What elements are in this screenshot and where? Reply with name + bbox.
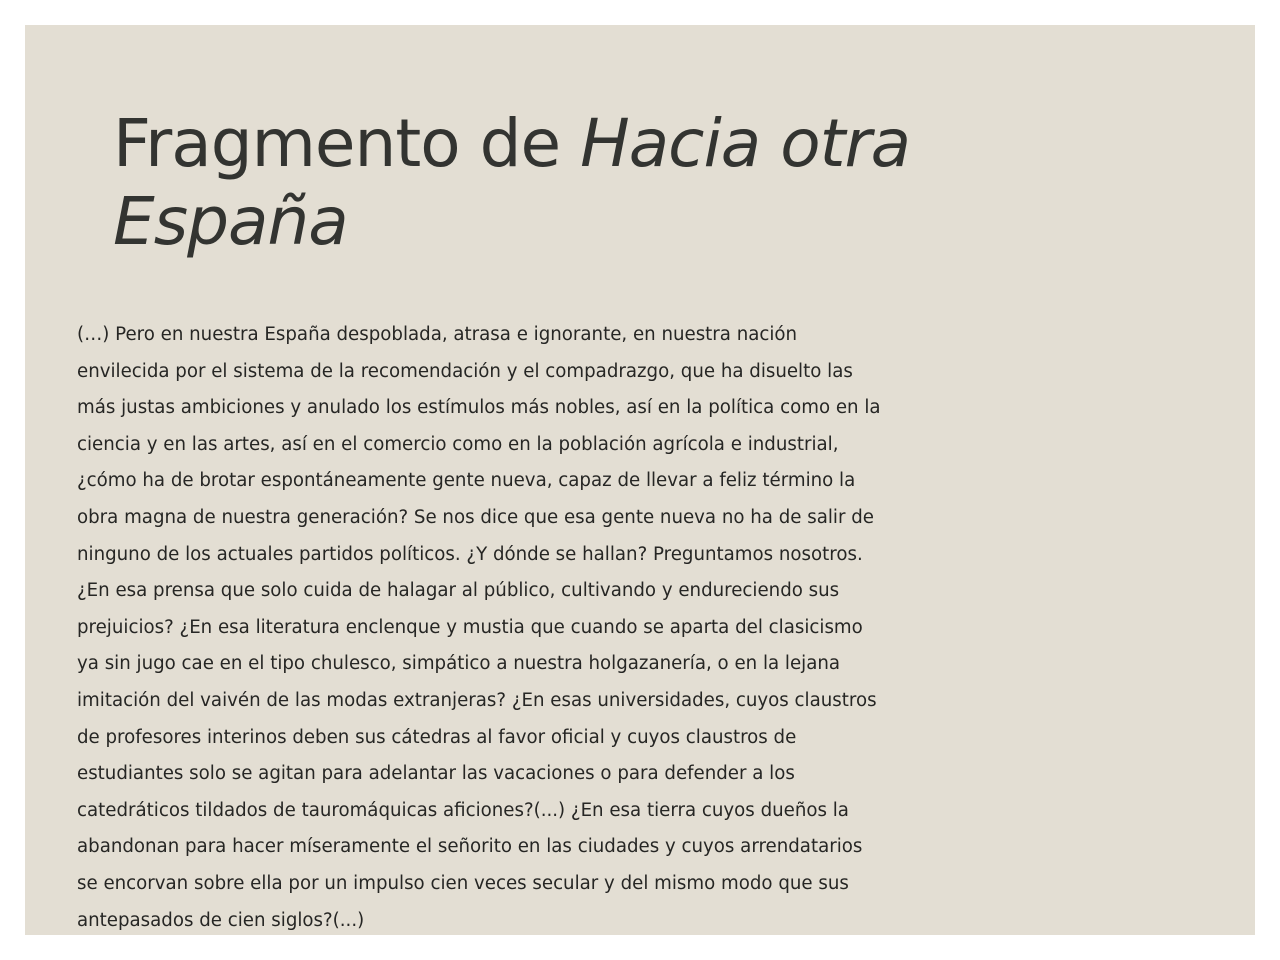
paragraph-line: ciencia y en las artes, así en el comercio como en la población agrícola e industrial, bbox=[77, 433, 839, 455]
paragraph-line: abandonan para hacer míseramente el señorito en las ciudades y cuyos arrendatarios bbox=[77, 836, 863, 858]
quote-paragraph bbox=[77, 317, 1027, 935]
paragraph-line: catedráticos tildados de tauromáquicas aficiones?(...) ¿En esa tierra cuyos dueños la bbox=[77, 799, 849, 821]
paragraph-line: de profesores interinos deben sus cátedras al favor oficial y cuyos claustros de bbox=[77, 726, 797, 748]
paragraph-line: obra magna de nuestra generación? Se nos dice que esa gente nueva no ha de salir de bbox=[77, 506, 874, 528]
paragraph-line: ¿En esa prensa que solo cuida de halagar al público, cultivando y endureciendo sus bbox=[77, 580, 840, 602]
title-prefix: Fragmento de bbox=[113, 105, 581, 182]
paragraph-line: antepasados de cien siglos?(...) bbox=[77, 909, 365, 931]
paragraph-line: se encorvan sobre ella por un impulso cien veces secular y del mismo modo que sus bbox=[77, 872, 849, 894]
paragraph-line: envilecida por el sistema de la recomendación y el compadrazgo, que ha disuelto las bbox=[77, 360, 853, 382]
slide-title bbox=[113, 105, 1073, 261]
paragraph-line: estudiantes solo se agitan para adelantar las vacaciones o para defender a los bbox=[77, 763, 795, 785]
paragraph-line: imitación del vaivén de las modas extranjeras? ¿En esas universidades, cuyos claustros bbox=[77, 689, 877, 711]
paragraph-line: ¿cómo ha de brotar espontáneamente gente nueva, capaz de llevar a feliz término la bbox=[77, 470, 856, 492]
paragraph-line: prejuicios? ¿En esa literatura enclenque y mustia que cuando se aparta del clasicismo bbox=[77, 616, 863, 638]
paragraph-line: (…) Pero en nuestra España despoblada, atrasa e ignorante, en nuestra nación bbox=[77, 324, 798, 345]
title-italic-part2: España bbox=[113, 183, 348, 260]
paragraph-line: ya sin jugo cae en el tipo chulesco, simpático a nuestra holgazanería, o en la lejana bbox=[77, 653, 841, 675]
slide bbox=[25, 25, 1255, 935]
paragraph-line: más justas ambiciones y anulado los estímulos más nobles, así en la política como en la bbox=[77, 397, 881, 419]
paragraph-line: ninguno de los actuales partidos políticos. ¿Y dónde se hallan? Preguntamos nosotros. bbox=[77, 543, 863, 565]
title-italic-part1: Hacia otra bbox=[580, 105, 911, 182]
